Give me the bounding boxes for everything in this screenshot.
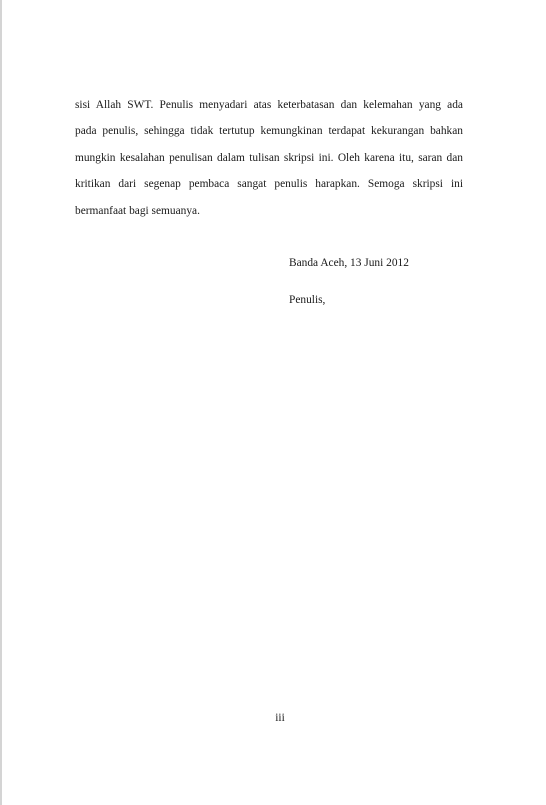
- place-date: Banda Aceh, 13 Juni 2012: [289, 257, 409, 269]
- body-line: mungkin kesalahan penulisan dalam tulisan skripsi ini. Oleh karena itu, saran dan: [75, 151, 463, 164]
- page-number: iii: [275, 712, 285, 724]
- body-line: bermanfaat bagi semuanya.: [75, 204, 200, 217]
- body-line: sisi Allah SWT. Penulis menyadari atas keterbatasan dan kelemahan yang ada: [75, 99, 463, 111]
- page-edge: [0, 0, 2, 805]
- body-line: kritikan dari segenap pembaca sangat penulis harapkan. Semoga skripsi ini: [75, 178, 463, 191]
- author-label: Penulis,: [289, 294, 326, 306]
- body-paragraph: [75, 92, 463, 224]
- body-line: pada penulis, sehingga tidak tertutup kemungkinan terdapat kekurangan bahkan: [75, 125, 463, 138]
